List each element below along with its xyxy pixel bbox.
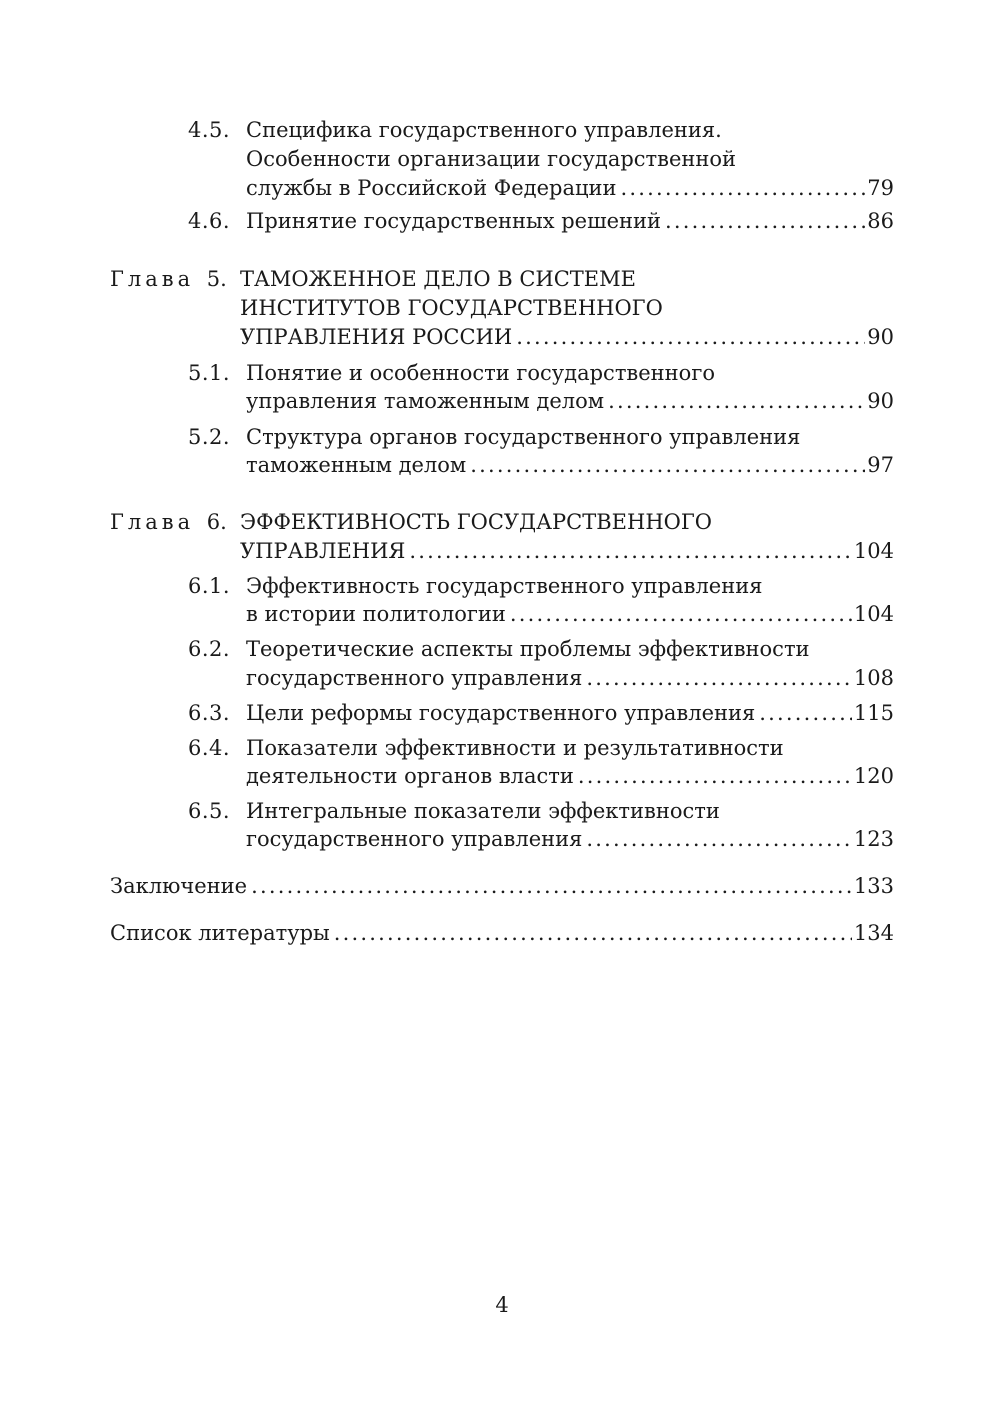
toc-entry-number: 5.2.	[188, 425, 231, 449]
dot-leader	[470, 450, 865, 480]
toc-leader-row	[240, 322, 894, 352]
toc-entry-title: Интегральные показатели эффективности	[246, 799, 720, 823]
dot-leader	[510, 599, 852, 629]
toc-leader-row	[246, 599, 894, 629]
toc-page-number: 123	[853, 827, 894, 851]
toc-leader-row	[246, 386, 894, 416]
toc-entry-6-5-line-1	[0, 796, 1004, 826]
chapter-title: ЭФФЕКТИВНОСТЬ ГОСУДАРСТВЕННОГО	[240, 510, 712, 534]
toc-leader-row	[110, 871, 894, 901]
toc-entry-6-2-line-1	[0, 634, 1004, 664]
toc-entry-title: Структура органов государственного управления	[246, 425, 801, 449]
toc-entry-4-5-line-1	[0, 115, 1004, 145]
toc-entry-number: 6.4.	[188, 736, 231, 760]
toc-entry-title: Специфика государственного управления.	[246, 118, 722, 142]
toc-entry-5-1-line-1	[0, 358, 1004, 388]
toc-page-number: 104	[853, 602, 894, 626]
toc-chapter-5-line-3	[0, 322, 1004, 352]
toc-entry-number: 6.5.	[188, 799, 231, 823]
dot-leader	[334, 918, 852, 948]
chapter-title: УПРАВЛЕНИЯ	[240, 539, 406, 563]
chapter-title: ИНСТИТУТОВ ГОСУДАРСТВЕННОГО	[240, 296, 663, 320]
toc-entry-conclusion	[0, 871, 1004, 901]
toc-entry-title: службы в Российской Федерации	[246, 176, 617, 200]
toc-entry-title: Заключение	[110, 874, 248, 898]
chapter-number: 5.	[206, 267, 227, 291]
toc-page-number: 90	[867, 325, 894, 349]
toc-page-number: 79	[867, 176, 894, 200]
toc-entry-5-2-line-2	[0, 450, 1004, 480]
toc-chapter-6-line-2	[0, 536, 1004, 566]
toc-entry-title: Показатели эффективности и результативности	[246, 736, 784, 760]
toc-entry-references	[0, 918, 1004, 948]
toc-page-number: 133	[853, 874, 894, 898]
chapter-label	[110, 264, 227, 294]
toc-entry-title: Список литературы	[110, 921, 330, 945]
toc-chapter-5-line-2	[0, 293, 1004, 323]
toc-entry-5-2-line-1	[0, 422, 1004, 452]
toc-entry-number: 6.3.	[188, 701, 231, 725]
toc-page-number: 115	[853, 701, 894, 725]
dot-leader	[516, 322, 865, 352]
toc-entry-number: 6.2.	[188, 637, 231, 661]
toc-page-number: 108	[853, 666, 894, 690]
toc-entry-title: государственного управления	[246, 827, 583, 851]
toc-entry-5-1-line-2	[0, 386, 1004, 416]
toc-leader-row	[240, 536, 894, 566]
toc-page-number: 104	[853, 539, 894, 563]
toc-entry-title: Особенности организации государственной	[246, 147, 737, 171]
dot-leader	[586, 663, 852, 693]
toc-entry-number: 6.1.	[188, 574, 231, 598]
chapter-label	[110, 507, 227, 537]
dot-leader	[759, 698, 852, 728]
toc-leader-row	[110, 918, 894, 948]
toc-leader-row	[246, 663, 894, 693]
chapter-title: ТАМОЖЕННОЕ ДЕЛО В СИСТЕМЕ	[240, 267, 636, 291]
toc-page-number: 134	[853, 921, 894, 945]
toc-entry-6-4-line-2	[0, 761, 1004, 791]
page-number: 4	[495, 1293, 509, 1317]
toc-entry-6-3	[0, 698, 1004, 728]
toc-entry-6-1-line-2	[0, 599, 1004, 629]
toc-entry-6-1-line-1	[0, 571, 1004, 601]
toc-entry-title: Принятие государственных решений	[246, 209, 662, 233]
toc-entry-title: Эффективность государственного управления	[246, 574, 763, 598]
toc-entry-title: управления таможенным делом	[246, 389, 605, 413]
toc-entry-title: таможенным делом	[246, 453, 467, 477]
toc-page-number: 90	[867, 389, 894, 413]
dot-leader	[251, 871, 852, 901]
dot-leader	[620, 173, 865, 203]
toc-leader-row	[246, 450, 894, 480]
toc-chapter-6-line-1	[0, 507, 1004, 537]
toc-entry-4-6	[0, 206, 1004, 236]
toc-entry-title: Цели реформы государственного управления	[246, 701, 756, 725]
chapter-word: Глава	[110, 267, 195, 291]
toc-leader-row	[246, 173, 894, 203]
toc-entry-4-5-line-3	[0, 173, 1004, 203]
toc-entry-number: 4.6.	[188, 209, 231, 233]
dot-leader	[608, 386, 865, 416]
toc-entry-title: Понятие и особенности государственного	[246, 361, 715, 385]
chapter-word: Глава	[110, 510, 195, 534]
dot-leader	[665, 206, 865, 236]
toc-leader-row	[246, 698, 894, 728]
toc-leader-row	[246, 824, 894, 854]
toc-chapter-5-line-1	[0, 264, 1004, 294]
dot-leader	[586, 824, 852, 854]
chapter-title: УПРАВЛЕНИЯ РОССИИ	[240, 325, 513, 349]
toc-page-number: 120	[853, 764, 894, 788]
toc-leader-row	[246, 206, 894, 236]
toc-entry-title: в истории политологии	[246, 602, 506, 626]
toc-entry-4-5-line-2	[0, 144, 1004, 174]
toc-page-number: 86	[867, 209, 894, 233]
toc-leader-row	[246, 761, 894, 791]
dot-leader	[409, 536, 852, 566]
toc-entry-6-5-line-2	[0, 824, 1004, 854]
toc-entry-title: государственного управления	[246, 666, 583, 690]
toc-page-number: 97	[867, 453, 894, 477]
toc-entry-6-2-line-2	[0, 663, 1004, 693]
toc-entry-number: 5.1.	[188, 361, 231, 385]
toc-entry-number: 4.5.	[188, 118, 231, 142]
chapter-number: 6.	[206, 510, 227, 534]
toc-entry-title: деятельности органов власти	[246, 764, 574, 788]
toc-entry-title: Теоретические аспекты проблемы эффективности	[246, 637, 810, 661]
dot-leader	[578, 761, 852, 791]
toc-entry-6-4-line-1	[0, 733, 1004, 763]
